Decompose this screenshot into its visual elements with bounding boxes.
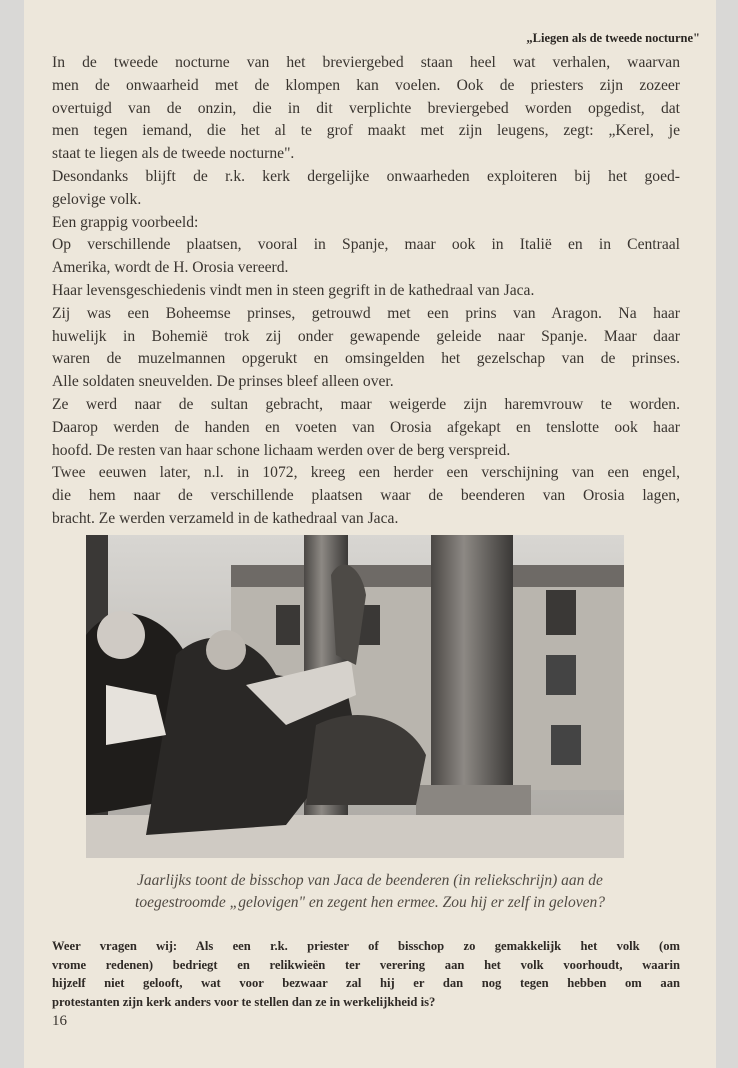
text-line: gelovige volk. xyxy=(52,190,142,208)
text-line: hoofd. De resten van haar schone lichaam werden over de berg verspreid. xyxy=(52,441,511,459)
text-line: bracht. Ze werden verzameld in de kathedraal van Jaca. xyxy=(52,509,399,527)
text-line: Op verschillende plaatsen, vooral in Spanje, maar ook in Italië en in Centraal xyxy=(52,236,680,254)
caption-line: Jaarlijks toont de bisschop van Jaca de beenderen (in reliekschrijn) aan de xyxy=(137,872,603,889)
text-line: overtuigd van de onzin, die in dit verplichte breviergebed worden opgedist, dat xyxy=(52,99,680,117)
text-line: Zij was een Boheemse prinses, getrouwd met een prins van Aragon. Na haar xyxy=(52,304,680,322)
page-number: 16 xyxy=(52,1013,67,1029)
photo-caption xyxy=(60,870,680,914)
text-line: Alle soldaten sneuvelden. De prinses bleef alleen over. xyxy=(52,373,394,391)
text-line: die hem naar de verschillende plaatsen waar de beenderen van Orosia lagen, xyxy=(52,487,680,505)
text-line: Desondanks blijft de r.k. kerk dergelijke onwaarheden exploiteren bij het goed- xyxy=(52,167,680,185)
text-line: men de onwaarheid met de klompen kan voelen. Ook de priesters zijn zozeer xyxy=(52,76,680,94)
text-line: Daarop werden de handen en voeten van Orosia afgekapt en tenslotte ook haar xyxy=(52,418,680,436)
question-line: vrome redenen) bedriegt en relikwieën ter verering aan het volk voorhoudt, waarin xyxy=(52,957,680,972)
running-header: „Liegen als de tweede nocturne" xyxy=(526,31,700,45)
text-line: Twee eeuwen later, n.l. in 1072, kreeg een herder een verschijning van een engel, xyxy=(52,464,680,482)
text-line: huwelijk in Bohemië trok zij onder gewapende geleide naar Spanje. Maar daar xyxy=(52,327,680,345)
question-line: hijzelf niet gelooft, wat voor bezwaar zal hij er dan nog tegen hebben om aan xyxy=(52,976,680,991)
text-line: waren de muzelmannen opgerukt en omsingelden het gezelschap van de prinses. xyxy=(52,350,680,368)
caption-line: toegestroomde „gelovigen" en zegent hen ermee. Zou hij er zelf in geloven? xyxy=(135,894,605,911)
photo-bishop-relic xyxy=(86,535,624,858)
question-paragraph xyxy=(52,937,680,1012)
text-line: In de tweede nocturne van het breviergebed staan heel wat verhalen, waarvan xyxy=(52,54,680,71)
text-line: staat te liegen als de tweede nocturne". xyxy=(52,145,295,163)
question-line: protestanten zijn kerk anders voor te stellen dan ze in werkelijkheid is? xyxy=(52,995,436,1010)
text-line: men tegen iemand, die het al te grof maakt met zijn leugens, zegt: „Kerel, je xyxy=(52,122,680,140)
text-line: Haar levensgeschiedenis vindt men in steen gegrift in de kathedraal van Jaca. xyxy=(52,281,535,299)
text-line: Een grappig voorbeeld: xyxy=(52,213,199,231)
text-line: Ze werd naar de sultan gebracht, maar weigerde zijn haremvrouw te worden. xyxy=(52,395,680,413)
text-line: Amerika, wordt de H. Orosia vereerd. xyxy=(52,259,289,277)
body-text xyxy=(52,52,680,531)
question-line: Weer vragen wij: Als een r.k. priester of bisschop zo gemakkelijk het volk (om xyxy=(52,939,680,953)
